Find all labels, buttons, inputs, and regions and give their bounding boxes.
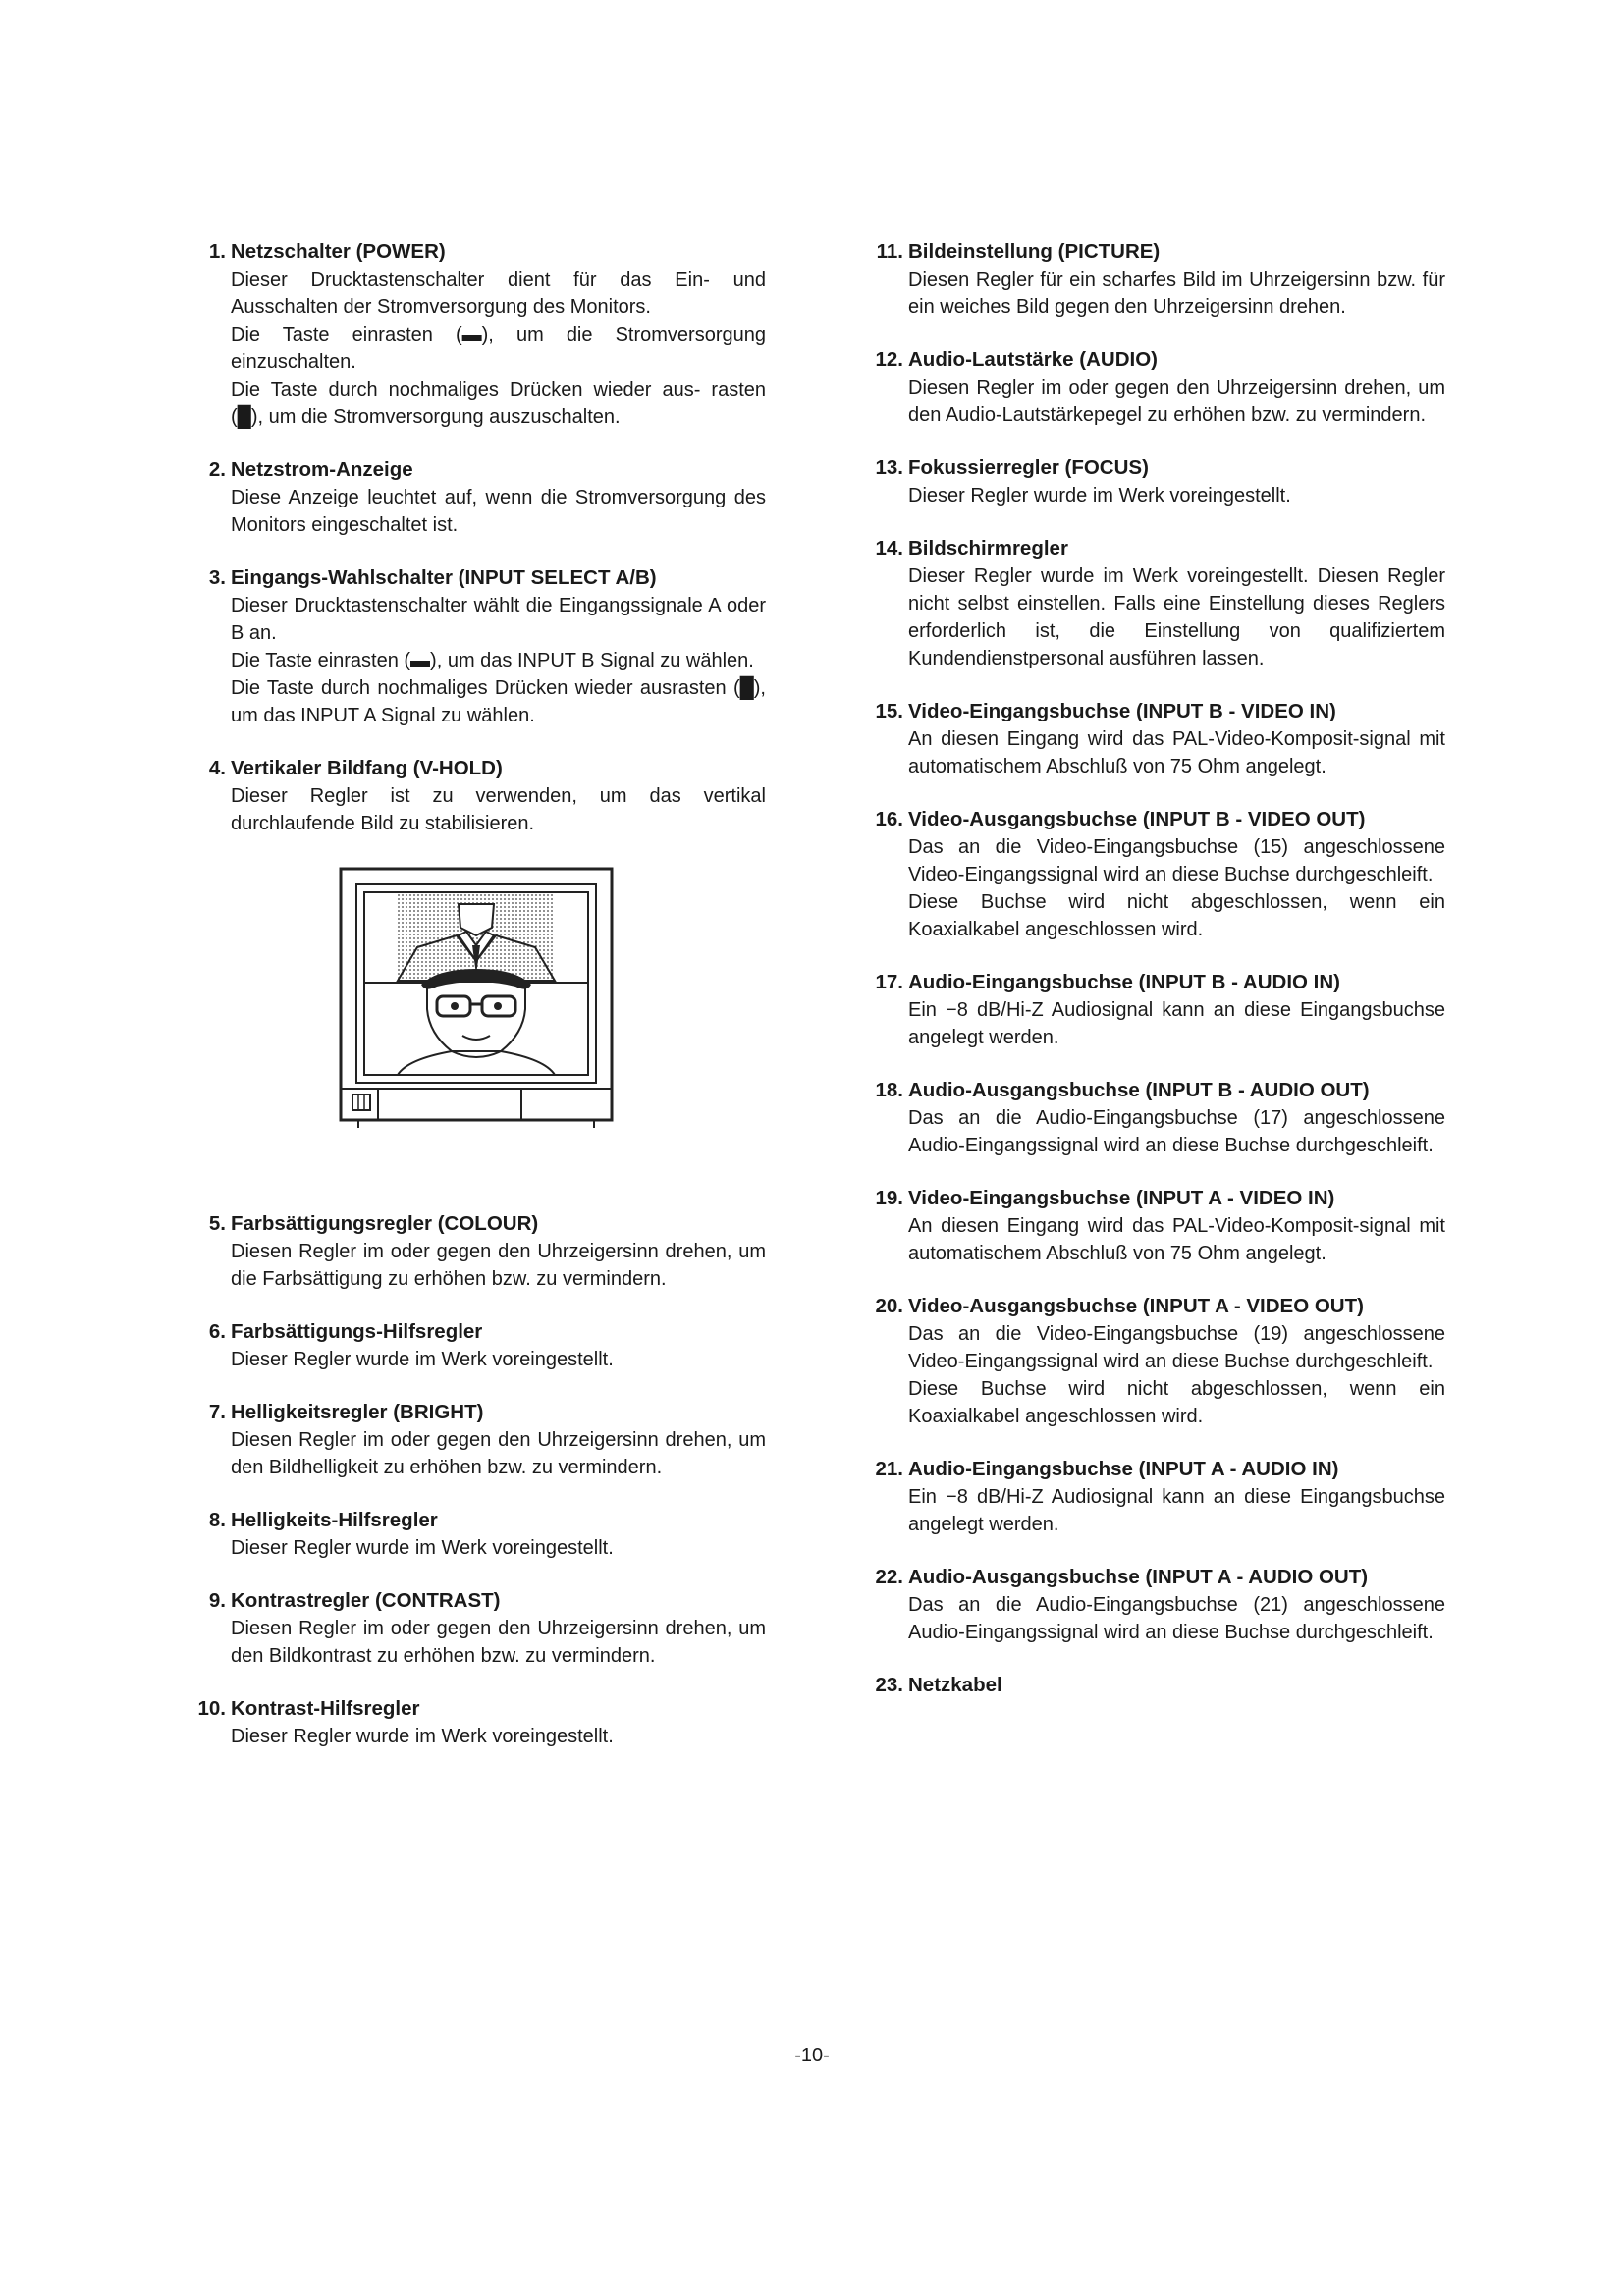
description-line: Die Taste durch nochmaliges Drücken wieder aus- rasten (█), um die Stromversorgung auszuschalten.	[231, 379, 766, 428]
item-number: 21.	[875, 1458, 903, 1480]
description-line: Dieser Regler ist zu verwenden, um das vertikal durchlaufende Bild zu stabilisieren.	[231, 785, 766, 834]
description-line: Die Taste durch nochmaliges Drücken wieder ausrasten (█), um das INPUT A Signal zu wählen.	[231, 677, 766, 726]
item-heading	[864, 1456, 1445, 1483]
item-heading	[187, 1507, 766, 1534]
list-item	[187, 239, 766, 431]
item-number: 4.	[208, 757, 226, 779]
monitor-illustration	[187, 867, 766, 1161]
list-item	[864, 1077, 1445, 1159]
item-description	[864, 1104, 1445, 1159]
list-item	[864, 454, 1445, 509]
list-item	[864, 1456, 1445, 1538]
item-title: Audio-Ausgangsbuchse (INPUT A - AUDIO OUT)	[908, 1566, 1369, 1588]
item-number: 2.	[208, 458, 226, 481]
list-item	[187, 564, 766, 729]
item-description	[864, 482, 1445, 509]
item-description	[187, 592, 766, 729]
right-item-list	[864, 239, 1445, 1699]
item-description	[187, 484, 766, 539]
left-item-list-2	[187, 1210, 766, 1750]
list-item	[187, 1587, 766, 1670]
item-number: 11.	[876, 240, 903, 263]
item-heading	[864, 239, 1445, 266]
item-description	[187, 782, 766, 837]
item-number: 8.	[208, 1509, 226, 1531]
right-column	[864, 239, 1445, 1725]
item-description	[187, 1426, 766, 1481]
description-line: Dieser Regler wurde im Werk voreingestellt.	[231, 1537, 614, 1559]
item-title: Fokussierregler (FOCUS)	[908, 456, 1149, 479]
item-number: 22.	[875, 1566, 903, 1588]
description-line: Diese Anzeige leuchtet auf, wenn die Stromversorgung des Monitors eingeschaltet ist.	[231, 487, 766, 536]
description-line: Diesen Regler im oder gegen den Uhrzeigersinn drehen, um den Audio-Lautstärkepegel zu erhöhen bzw. zu vermindern.	[908, 377, 1445, 426]
item-description	[864, 1483, 1445, 1538]
item-description	[187, 1238, 766, 1293]
item-description	[864, 1212, 1445, 1267]
item-number: 1.	[208, 240, 226, 263]
item-heading	[864, 1564, 1445, 1591]
item-description	[864, 1591, 1445, 1646]
description-line: Dieser Regler wurde im Werk voreingestellt.	[231, 1726, 614, 1747]
item-title: Video-Ausgangsbuchse (INPUT B - VIDEO OUT)	[908, 808, 1366, 830]
list-item	[864, 535, 1445, 672]
item-title: Audio-Eingangsbuchse (INPUT A - AUDIO IN)	[908, 1458, 1339, 1480]
description-line: Das an die Video-Eingangsbuchse (19) angeschlossene Video-Eingangssignal wird an diese Buchse durchgeschleift.	[908, 1323, 1445, 1372]
item-heading	[864, 969, 1445, 996]
item-heading	[864, 1185, 1445, 1212]
item-description	[864, 833, 1445, 943]
item-heading	[187, 564, 766, 592]
item-heading	[864, 698, 1445, 725]
item-description	[187, 1723, 766, 1750]
item-heading	[864, 535, 1445, 562]
item-heading	[187, 1587, 766, 1615]
description-line: Die Taste einrasten (▬), um das INPUT B Signal zu wählen.	[231, 650, 754, 671]
description-line: Dieser Drucktastenschalter wählt die Eingangssignale A oder B an.	[231, 595, 766, 644]
description-line: Ein −8 dB/Hi-Z Audiosignal kann an diese Eingangsbuchse angelegt werden.	[908, 999, 1445, 1048]
monitor-icon	[339, 867, 614, 1142]
description-line: Diesen Regler im oder gegen den Uhrzeigersinn drehen, um die Farbsättigung zu erhöhen bzw. zu vermindern.	[231, 1241, 766, 1290]
item-title: Farbsättigungs-Hilfsregler	[231, 1320, 483, 1343]
list-item	[864, 806, 1445, 943]
item-description	[864, 725, 1445, 780]
item-title: Helligkeits-Hilfsregler	[231, 1509, 438, 1531]
item-title: Bildschirmregler	[908, 537, 1068, 560]
list-item	[864, 1185, 1445, 1267]
item-heading	[187, 239, 766, 266]
description-line: Dieser Regler wurde im Werk voreingestellt.	[908, 485, 1291, 507]
description-line: Dieser Regler wurde im Werk voreingestellt.	[231, 1349, 614, 1370]
description-line: Diesen Regler für ein scharfes Bild im Uhrzeigersinn bzw. für ein weiches Bild gegen den Uhrzeigersinn drehen.	[908, 269, 1445, 318]
list-item	[864, 239, 1445, 321]
item-heading	[187, 1210, 766, 1238]
item-number: 19.	[875, 1187, 903, 1209]
item-heading	[864, 1077, 1445, 1104]
item-title: Audio-Eingangsbuchse (INPUT B - AUDIO IN)	[908, 971, 1340, 993]
item-title: Kontrast-Hilfsregler	[231, 1697, 420, 1720]
item-title: Netzkabel	[908, 1674, 1002, 1696]
item-number: 16.	[875, 808, 903, 830]
list-item	[864, 347, 1445, 429]
item-description	[864, 266, 1445, 321]
item-heading	[187, 1399, 766, 1426]
item-heading	[864, 1672, 1445, 1699]
item-title: Eingangs-Wahlschalter (INPUT SELECT A/B)	[231, 566, 657, 589]
left-column	[187, 239, 766, 1776]
list-item	[187, 456, 766, 539]
description-line: Diesen Regler im oder gegen den Uhrzeigersinn drehen, um den Bildkontrast zu erhöhen bzw. zu vermindern.	[231, 1618, 766, 1667]
item-number: 6.	[208, 1320, 226, 1343]
list-item	[187, 1507, 766, 1562]
item-title: Netzschalter (POWER)	[231, 240, 446, 263]
description-line: Diese Buchse wird nicht abgeschlossen, wenn ein Koaxialkabel angeschlossen wird.	[908, 891, 1445, 940]
list-item	[864, 1564, 1445, 1646]
item-title: Netzstrom-Anzeige	[231, 458, 413, 481]
item-title: Video-Ausgangsbuchse (INPUT A - VIDEO OUT)	[908, 1295, 1364, 1317]
item-title: Video-Eingangsbuchse (INPUT B - VIDEO IN)	[908, 700, 1336, 722]
item-number: 7.	[208, 1401, 226, 1423]
list-item	[187, 1399, 766, 1481]
item-number: 9.	[208, 1589, 226, 1612]
item-heading	[187, 755, 766, 782]
list-item	[187, 1318, 766, 1373]
item-number: 23.	[875, 1674, 903, 1696]
list-item	[864, 1293, 1445, 1430]
item-heading	[864, 454, 1445, 482]
item-title: Audio-Ausgangsbuchse (INPUT B - AUDIO OUT)	[908, 1079, 1370, 1101]
item-number: 14.	[875, 537, 903, 560]
list-item	[864, 969, 1445, 1051]
description-line: Diese Buchse wird nicht abgeschlossen, wenn ein Koaxialkabel angeschlossen wird.	[908, 1378, 1445, 1427]
description-line: An diesen Eingang wird das PAL-Video-Komposit-signal mit automatischem Abschluß von 75 Ohm angelegt.	[908, 728, 1445, 777]
item-title: Farbsättigungsregler (COLOUR)	[231, 1212, 539, 1235]
list-item	[187, 1695, 766, 1750]
item-number: 20.	[875, 1295, 903, 1317]
item-number: 17.	[875, 971, 903, 993]
item-heading	[864, 806, 1445, 833]
item-description	[864, 996, 1445, 1051]
item-description	[187, 1534, 766, 1562]
item-title: Helligkeitsregler (BRIGHT)	[231, 1401, 484, 1423]
description-line: Dieser Drucktastenschalter dient für das Ein- und Ausschalten der Stromversorgung des Monitors.	[231, 269, 766, 318]
description-line: An diesen Eingang wird das PAL-Video-Komposit-signal mit automatischem Abschluß von 75 Ohm angelegt.	[908, 1215, 1445, 1264]
list-item	[864, 698, 1445, 780]
item-description	[864, 1320, 1445, 1430]
description-line: Ein −8 dB/Hi-Z Audiosignal kann an diese Eingangsbuchse angelegt werden.	[908, 1486, 1445, 1535]
item-title: Vertikaler Bildfang (V-HOLD)	[231, 757, 503, 779]
list-item	[187, 755, 766, 837]
description-line: Die Taste einrasten (▬), um die Stromversorgung einzuschalten.	[231, 324, 766, 373]
description-line: Das an die Audio-Eingangsbuchse (21) angeschlossene Audio-Eingangssignal wird an diese Buchse durchgeschleift.	[908, 1594, 1445, 1643]
item-heading	[187, 456, 766, 484]
item-heading	[864, 1293, 1445, 1320]
list-item	[187, 1210, 766, 1293]
item-heading	[864, 347, 1445, 374]
item-title: Kontrastregler (CONTRAST)	[231, 1589, 501, 1612]
left-item-list-1	[187, 239, 766, 837]
item-number: 5.	[208, 1212, 226, 1235]
description-line: Das an die Video-Eingangsbuchse (15) angeschlossene Video-Eingangssignal wird an diese Buchse durchgeschleift.	[908, 836, 1445, 885]
item-description	[187, 266, 766, 431]
item-number: 10.	[197, 1697, 226, 1720]
item-number: 18.	[875, 1079, 903, 1101]
item-number: 3.	[208, 566, 226, 589]
description-line: Diesen Regler im oder gegen den Uhrzeigersinn drehen, um den Bildhelligkeit zu erhöhen bzw. zu vermindern.	[231, 1429, 766, 1478]
description-line: Dieser Regler wurde im Werk voreingestellt. Diesen Regler nicht selbst einstellen. Falls eine Einstellung dieses Reglers erforderlich ist, die Einstellung von qualifiziertem Kundendienstpersonal ausführen lassen.	[908, 565, 1445, 669]
list-item	[864, 1672, 1445, 1699]
item-description	[187, 1615, 766, 1670]
item-title: Video-Eingangsbuchse (INPUT A - VIDEO IN)	[908, 1187, 1335, 1209]
item-number: 12.	[875, 348, 903, 371]
item-heading	[187, 1695, 766, 1723]
item-title: Bildeinstellung (PICTURE)	[908, 240, 1161, 263]
item-title: Audio-Lautstärke (AUDIO)	[908, 348, 1158, 371]
item-heading	[187, 1318, 766, 1346]
item-description	[187, 1346, 766, 1373]
page-number: -10-	[794, 2045, 830, 2066]
item-description	[864, 562, 1445, 672]
item-number: 13.	[875, 456, 903, 479]
item-description	[864, 374, 1445, 429]
item-number: 15.	[875, 700, 903, 722]
description-line: Das an die Audio-Eingangsbuchse (17) angeschlossene Audio-Eingangssignal wird an diese Buchse durchgeschleift.	[908, 1107, 1445, 1156]
